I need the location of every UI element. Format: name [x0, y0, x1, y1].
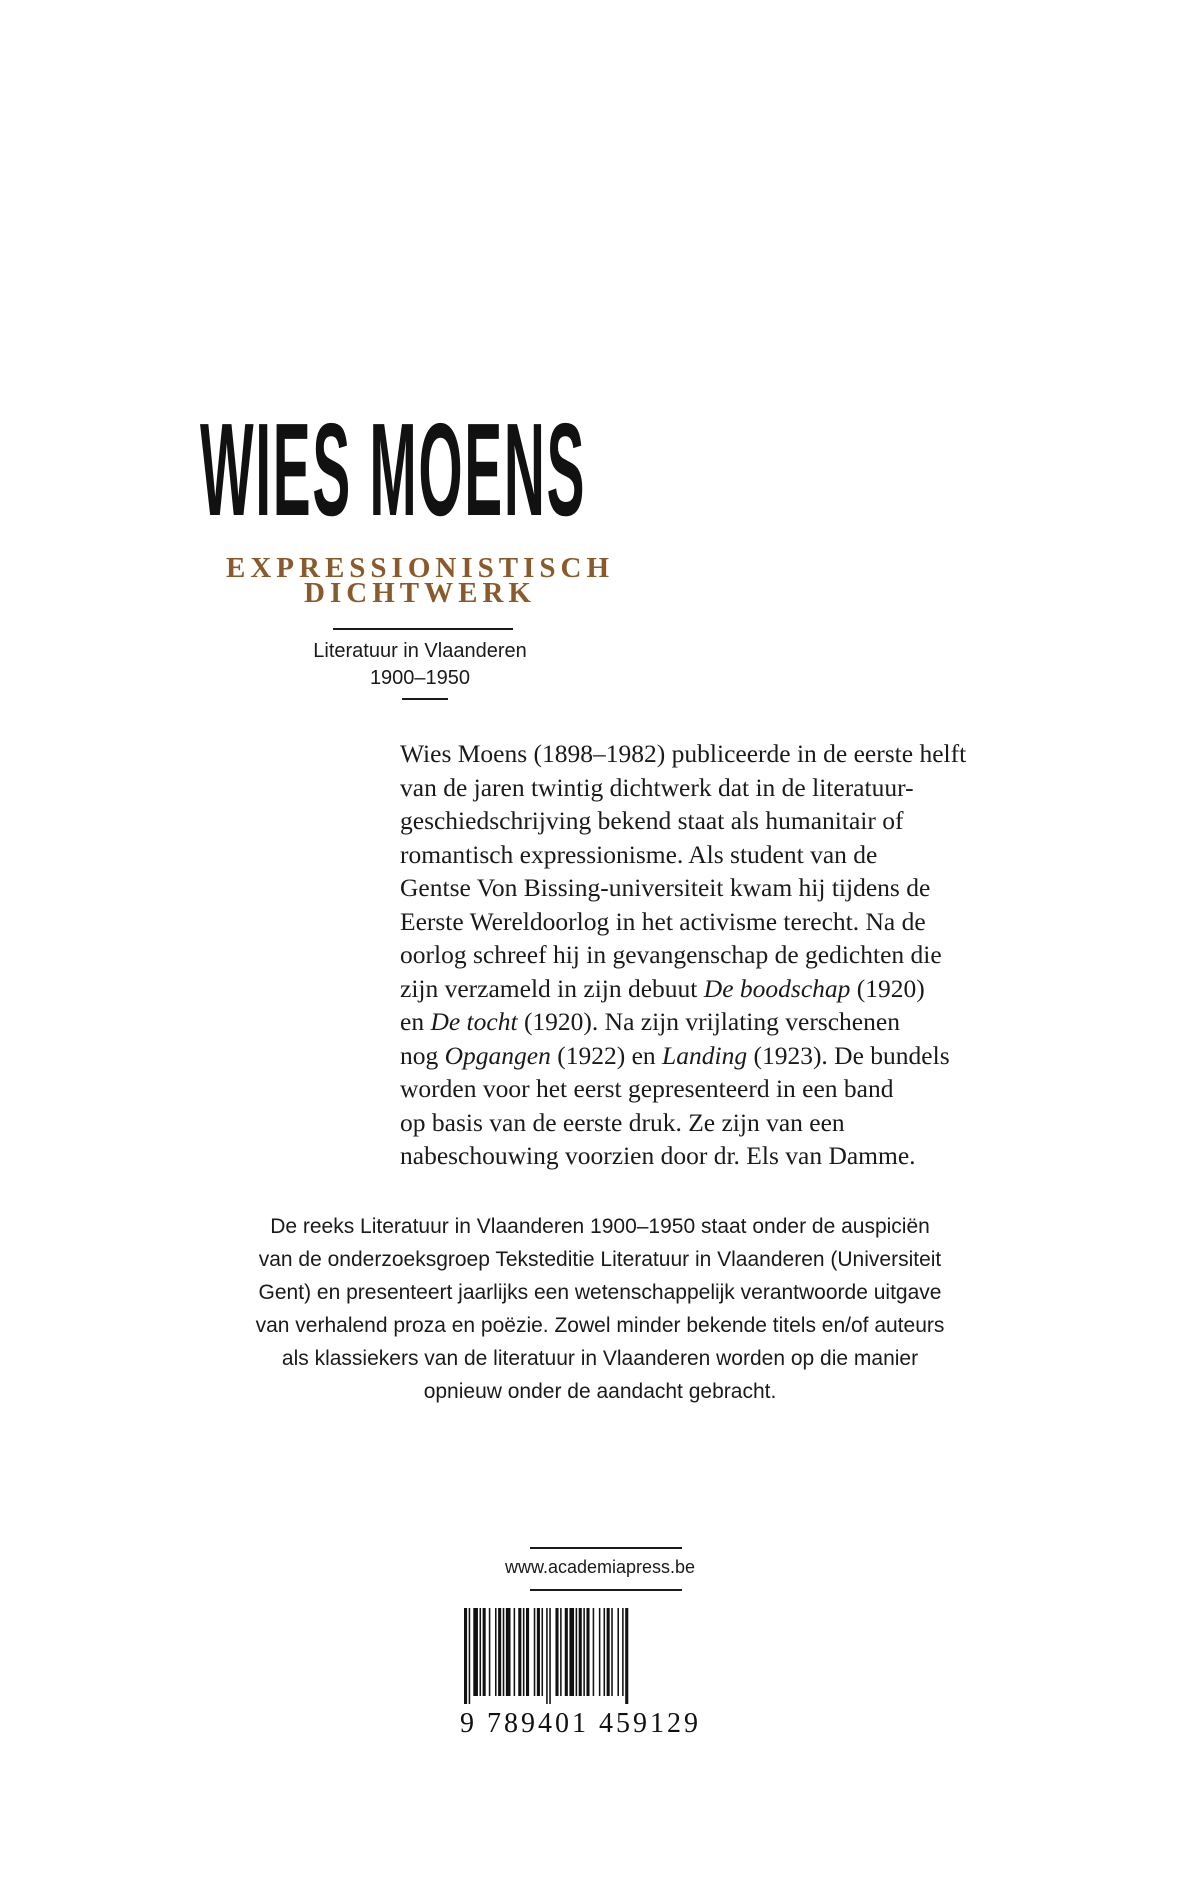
barcode-bar: [483, 1608, 486, 1696]
barcode-bar: [480, 1608, 482, 1696]
title-de-tocht: De tocht: [430, 1007, 518, 1036]
barcode-bar: [583, 1608, 585, 1696]
series-name: Literatuur in Vlaanderen: [313, 640, 527, 662]
website-rule-top: [530, 1547, 682, 1549]
barcode: [460, 1608, 720, 1704]
barcode-bar: [526, 1608, 529, 1696]
barcode-bar: [611, 1608, 613, 1696]
description-line: nog Opgangen (1922) en Landing (1923). De bundels: [400, 1040, 950, 1070]
barcode-bar: [464, 1608, 467, 1704]
barcode-bar: [518, 1608, 521, 1696]
blurb-line: De reeks Literatuur in Vlaanderen 1900–1950 staat onder de auspiciën: [270, 1215, 930, 1238]
title-opgangen: Opgangen: [444, 1040, 551, 1070]
barcode-bar: [514, 1608, 516, 1696]
blurb-line: van de onderzoeksgroep Teksteditie Literatuur in Vlaanderen (Universiteit: [258, 1248, 942, 1271]
book-title-line-1: EXPRESSIONISTISCH: [226, 552, 614, 584]
barcode-bar: [576, 1608, 578, 1696]
isbn-number: 9 789401 459129: [460, 1708, 701, 1739]
description-line: van de jaren twintig dichtwerk dat in de literatuur-: [400, 772, 914, 802]
description-line: oorlog schreef hij in gevangenschap de gedichten die: [400, 940, 942, 969]
barcode-bar: [506, 1608, 511, 1696]
barcode-bar: [537, 1608, 540, 1696]
description-line: romantisch expressionisme. Als student van de: [400, 839, 878, 869]
barcode-bar: [498, 1608, 501, 1696]
barcode-bar: [503, 1608, 505, 1696]
barcode-bar: [555, 1608, 558, 1696]
barcode-bar: [495, 1608, 497, 1696]
description-line: nabeschouwing voorzien door dr. Els van Damme.: [400, 1141, 916, 1170]
barcode-bar: [622, 1608, 624, 1696]
blurb-line: van verhalend proza en poëzie. Zowel minder bekende titels en/of auteurs: [255, 1314, 945, 1337]
barcode-bar: [625, 1608, 628, 1704]
barcode-bar: [565, 1608, 568, 1696]
description-line: op basis van de eerste druk. Ze zijn van een: [400, 1107, 845, 1137]
barcode-bar: [549, 1608, 551, 1704]
barcode-bar: [604, 1608, 606, 1696]
barcode-bar: [617, 1608, 619, 1696]
title-landing: Landing: [662, 1040, 748, 1070]
barcode-bar: [469, 1608, 471, 1704]
barcode-bar: [593, 1608, 595, 1696]
description-line: Eerste Wereldoorlog in het activisme terecht. Na de: [400, 906, 926, 936]
description-line: en De tocht (1920). Na zijn vrijlating verschenen: [400, 1007, 900, 1036]
description-line: worden voor het eerst gepresenteerd in een band: [400, 1074, 894, 1103]
barcode-bar: [546, 1608, 548, 1704]
barcode-bar: [569, 1608, 574, 1696]
barcode-bar: [534, 1608, 536, 1696]
series-rule-bottom: [402, 698, 448, 700]
barcode-bar: [560, 1608, 562, 1696]
series-blurb: [200, 1210, 1000, 1408]
description-line: Gentse Von Bissing-universiteit kwam hij tijdens de: [400, 873, 931, 902]
blurb-line: Gent) en presenteert jaarlijks een wetenschappelijk verantwoorde uitgave: [258, 1281, 942, 1304]
book-description: [400, 737, 1040, 1173]
blurb-line: opnieuw onder de aandacht gebracht.: [423, 1380, 777, 1403]
book-title-line-2: DICHTWERK: [304, 577, 536, 609]
barcode-bar: [607, 1608, 610, 1696]
publisher-website: www.academiapress.be: [504, 1557, 696, 1577]
blurb-line: als klassiekers van de literatuur in Vlaanderen worden op die manier: [281, 1347, 919, 1370]
description-line: geschiedschrijving bekend staat als humanitair of: [400, 806, 904, 835]
series-rule-top: [333, 628, 513, 630]
description-line: Wies Moens (1898–1982) publiceerde in de eerste helft: [400, 739, 967, 768]
description-line: zijn verzameld in zijn debuut De boodschap (1920): [400, 973, 925, 1003]
website-rule-bottom: [530, 1589, 682, 1591]
title-de-boodschap: De boodschap: [703, 973, 851, 1003]
series-years: 1900–1950: [369, 667, 471, 689]
barcode-bar: [523, 1608, 525, 1696]
barcode-bar: [579, 1608, 582, 1696]
barcode-bar: [489, 1608, 491, 1696]
barcode-bar: [542, 1608, 544, 1696]
barcode-bar: [473, 1608, 478, 1696]
barcode-bar: [599, 1608, 601, 1696]
author-name: WIES MOENS: [200, 396, 587, 543]
barcode-bar: [586, 1608, 589, 1696]
